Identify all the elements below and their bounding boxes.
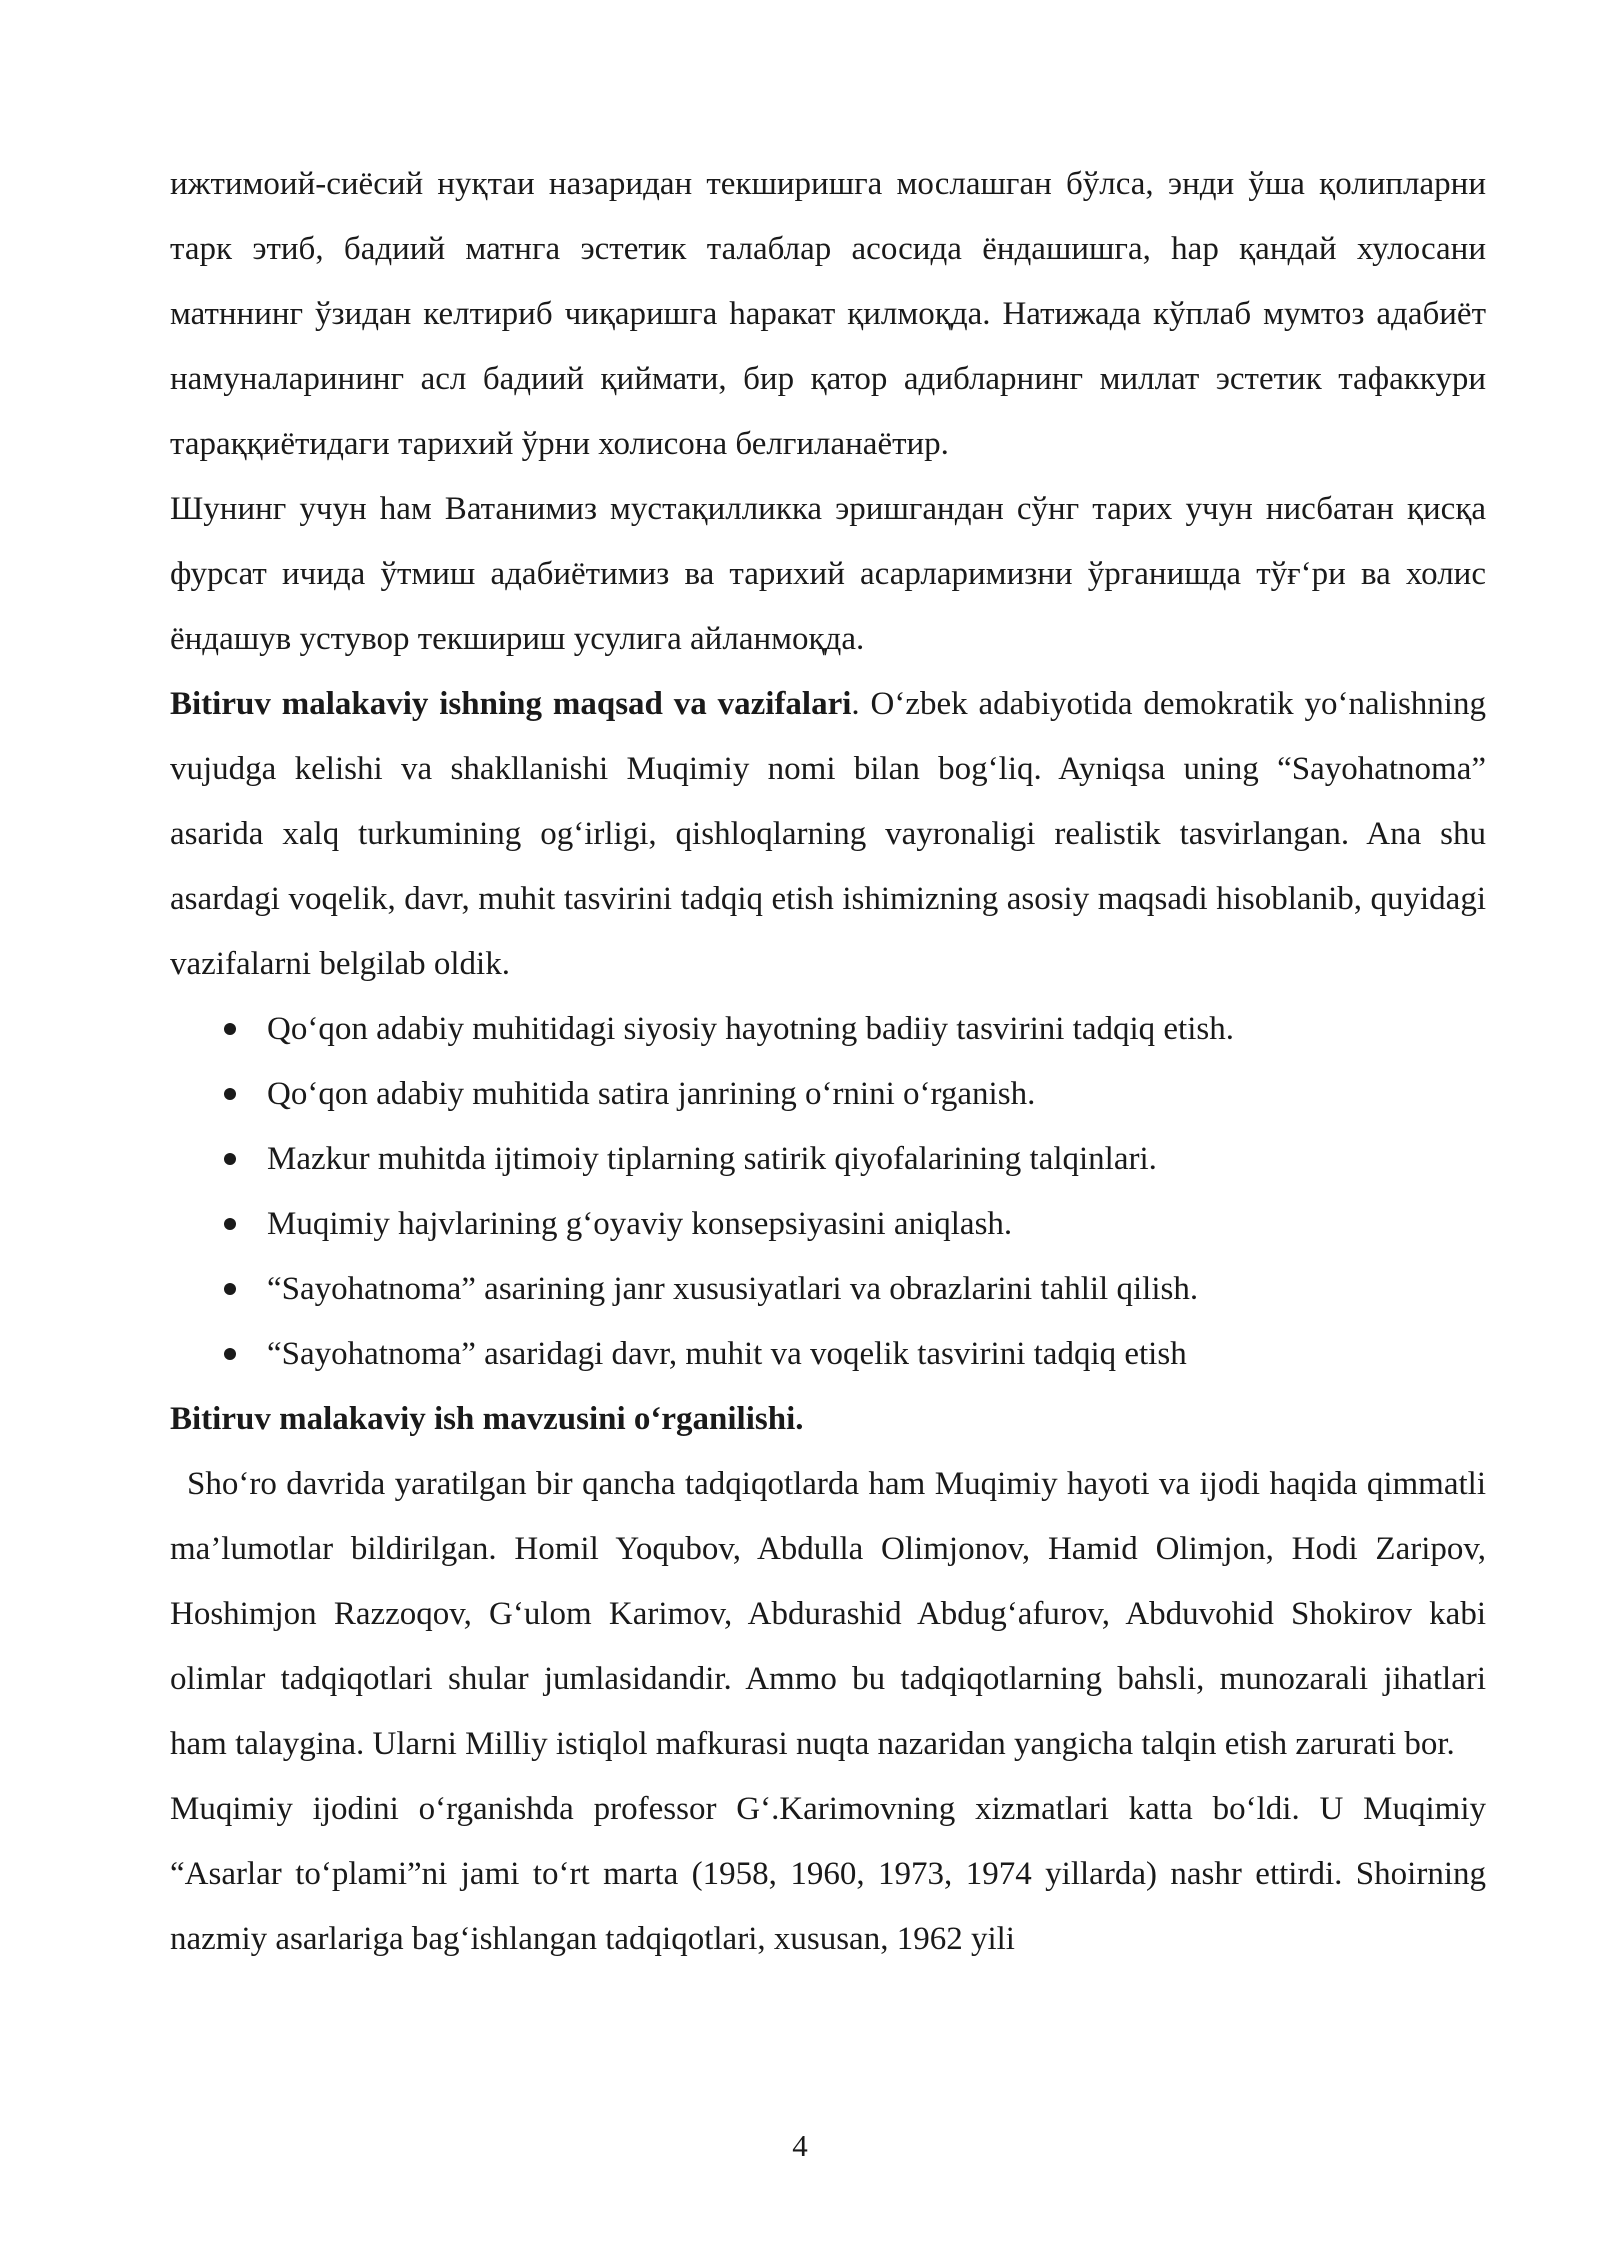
list-item: [222, 1257, 1486, 1322]
list-item-text: Mazkur muhitda ijtimoiy tiplarning satirik qiyofalarining talqinlari.: [267, 1141, 1157, 1177]
list-item-text: “Sayohatnoma” asaridagi davr, muhit va voqelik tasvirini tadqiq etish: [267, 1336, 1187, 1372]
bullet-icon: [224, 1283, 236, 1295]
page-number: 4: [792, 2128, 808, 2163]
list-item-text: Muqimiy hajvlarining g‘oyaviy konsepsiyasini aniqlash.: [267, 1206, 1013, 1242]
list-item-text: Qo‘qon adabiy muhitidagi siyosiy hayotning badiiy tasvirini tadqiq etish.: [267, 1011, 1234, 1047]
paragraph-independence: Шунинг учун hам Ватанимиз мустақилликка эришгандан сўнг тарих учун нисбатан қисқа фурсат ичида ўтмиш адабиётимиз ва тарихий асарларимизни ўрганишда тўғ‘ри ва холис ёндашув устувор текшириш усулига айланмоқда.: [170, 491, 1486, 657]
aims-heading: Bitiruv malakaviy ishning maqsad va vazifalari: [170, 686, 852, 722]
paragraph-karimov: Muqimiy ijodini o‘rganishda professor G‘.Karimovning xizmatlari katta bo‘ldi. U Muqimiy “Asarlar to‘plami”ni jami to‘rt marta (1958, 1960, 1973, 1974 yillarda) nashr ettirdi. Shoirning nazmiy asarlariga bag‘ishlangan tadqiqotlari, xususan, 1962 yili: [170, 1791, 1486, 1957]
list-item: [222, 997, 1486, 1062]
list-item: [222, 1127, 1486, 1192]
list-item: [222, 1192, 1486, 1257]
bullet-icon: [224, 1023, 236, 1035]
paragraph-soviet-studies: Sho‘ro davrida yaratilgan bir qancha tadqiqotlarda ham Muqimiy hayoti va ijodi haqida qimmatli ma’lumotlar bildirilgan. Homil Yoqubov, Abdulla Olimjonov, Hamid Olimjon, Hodi Zaripov, Hoshimjon Razzoqov, G‘ulom Karimov, Abdurashid Abdug‘afurov, Abduvohid Shokirov kabi olimlar tadqiqotlari shular jumlasidandir. Ammo bu tadqiqotlarning bahsli, munozarali jihatlari ham talaygina. Ularni Milliy istiqlol mafkurasi nuqta nazaridan yangicha talqin etish zarurati bor.: [170, 1466, 1486, 1762]
bullet-icon: [224, 1348, 236, 1360]
paragraph-aims: [170, 672, 1486, 997]
aims-text: . O‘zbek adabiyotida demokratik yo‘nalishning vujudga kelishi va shakllanishi Muqimiy nomi bilan bog‘liq. Ayniqsa uning “Sayohatnoma” asarida xalq turkumining og‘irligi, qishloqlarning vayronaligi realistik tasvirlangan. Ana shu asardagi voqelik, davr, muhit tasvirini tadqiq etish ishimizning asosiy maqsadi hisoblanib, quyidagi vazifalarni belgilab oldik.: [170, 686, 1486, 982]
bullet-icon: [224, 1088, 236, 1100]
bullet-icon: [224, 1218, 236, 1230]
tasks-list: [170, 997, 1486, 1387]
bullet-icon: [224, 1153, 236, 1165]
list-item-text: Qo‘qon adabiy muhitida satira janrining o‘rnini o‘rganish.: [267, 1076, 1036, 1112]
list-item-text: “Sayohatnoma” asarining janr xususiyatlari va obrazlarini tahlil qilish.: [267, 1271, 1199, 1307]
section-heading-study: Bitiruv malakaviy ish mavzusini o‘rganilishi.: [170, 1401, 804, 1437]
list-item: [222, 1062, 1486, 1127]
paragraph-intro: ижтимоий-сиёсий нуқтаи назаридан текширишга мослашган бўлса, энди ўша қолипларни тарк этиб, бадиий матнга эстетик талаблар асосида ёндашишга, hар қандай хулосани матннинг ўзидан келтириб чиқаришга hаракат қилмоқда. Натижада кўплаб мумтоз адабиёт намуналарининг асл бадиий қиймати, бир қатор адибларнинг миллат эстетик тафаккури тараққиётидаги тарихий ўрни холисона белгиланаётир.: [170, 166, 1486, 462]
page-content: [170, 152, 1486, 1972]
list-item: [222, 1322, 1486, 1387]
